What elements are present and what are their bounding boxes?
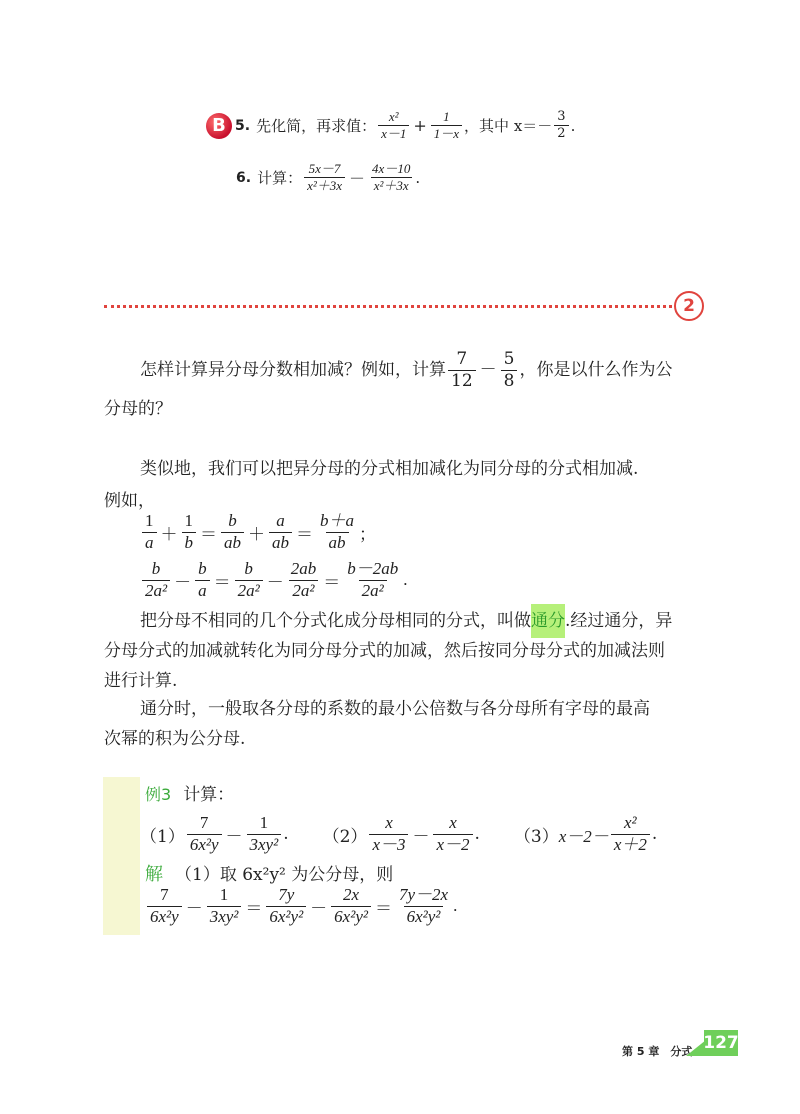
fraction: $\frac{1}{b}$: [182, 512, 197, 552]
paragraph-3-line3: 进行计算.: [104, 671, 178, 691]
paragraph-1-line2: 分母的？: [104, 399, 172, 419]
fraction: $\frac{b}{ab}$: [221, 512, 244, 552]
fraction: $\frac{a}{ab}$: [269, 512, 292, 552]
paragraph-4-line2: 次幂的积为公分母.: [104, 729, 246, 749]
term-tongfen: 通分: [531, 604, 565, 638]
fraction: $\frac{\text{x²}}{x+2}$: [611, 814, 650, 854]
fraction: $\frac{b}{\text{2a²}}$: [142, 560, 170, 600]
exercise-6: 6. 计算： $\frac{5x-7}{\text{x²＋3x}}$ － $\frac{4x-10}{\text{x²＋3x}}$ .: [236, 161, 421, 194]
exercise-5-text: 先化简，再求值：: [256, 117, 377, 136]
example-heading: [145, 778, 234, 812]
example-title: 计算：: [183, 785, 235, 805]
exercise-5-number: 5.: [235, 117, 251, 134]
fraction: $\frac{3}{2}$: [554, 110, 568, 142]
fraction: $\frac{7}{\text{6x²y}}$: [147, 886, 182, 926]
fraction: $\frac{b}{a}$: [195, 560, 210, 600]
fraction: $\frac{4x-10}{\text{x²＋3x}}$: [372, 161, 411, 194]
solution-intro: 解 （1）取 6x²y² 为公分母，则: [145, 858, 393, 892]
equation-1: $\frac{1}{a}$ ＋ $\frac{1}{b}$ ＝ $\frac{b}{ab}$ ＋ $\frac{a}{ab}$ ＝ $\frac{b+a}{ab}$ ；: [140, 512, 376, 552]
fraction: $\frac{b}{\text{2a²}}$: [235, 560, 263, 600]
paragraph-4-line1: 通分时，一般取各分母的系数的最小公倍数与各分母所有字母的最高: [140, 699, 650, 719]
exercise-5-condition: ，其中 x＝－: [464, 117, 553, 136]
example-sidebar-bar: [103, 777, 140, 935]
equation-2: $\frac{b}{\text{2a²}}$ － $\frac{b}{a}$ ＝ $\frac{b}{\text{2a²}}$ － $\frac{2ab}{\text{2a²}}$ ＝ $\frac{b-2ab}{\text{2a²}}$ .: [140, 560, 407, 600]
section-divider: [104, 305, 672, 308]
example-problems: （1） $\frac{7}{\text{6x²y}}$ － $\frac{1}{\text{3xy²}}$ . （2） $\frac{x}{x-3}$ － $\frac{x}{x-2}$ . （3） x－2－ $\frac{\text{x²}}{x+2}$ .: [140, 813, 658, 854]
fraction: $\frac{1}{a}$: [142, 512, 157, 552]
fraction: $\frac{\text{x²}}{x-1}$: [378, 110, 409, 142]
fraction: $\frac{b+a}{ab}$: [320, 511, 354, 552]
paragraph-3-line2: 分母分式的加减就转化为同分母分式的加减，然后按同分母分式的加减法则: [104, 641, 665, 661]
fraction: $\frac{b-2ab}{\text{2a²}}$: [347, 559, 399, 600]
fraction: $\frac{7}{\text{6x²y}}$: [187, 814, 222, 854]
paragraph-2-line1: 类似地，我们可以把异分母的分式相加减化为同分母的分式相加减.: [140, 459, 639, 479]
example-label: 例3: [145, 785, 172, 804]
fraction: $\frac{7y-2x}{\text{6x²y²}}$: [398, 885, 449, 926]
solution-equation: $\frac{7}{\text{6x²y}}$ － $\frac{1}{\text{3xy²}}$ ＝ $\frac{7y}{\text{6x²y²}}$ － $\frac{2x}{\text{6x²y²}}$ ＝ $\frac{7y-2x}{\text{6x²y²}}$ .: [145, 886, 457, 926]
fraction: $\frac{7y}{\text{6x²y²}}$: [266, 886, 306, 926]
chapter-footer: 第 5 章 分式: [622, 1045, 693, 1058]
fraction: $\frac{1}{1-x}$: [431, 110, 462, 142]
fraction: $\frac{x}{x-2}$: [433, 814, 472, 854]
fraction: $\frac{2x}{\text{6x²y²}}$: [331, 886, 371, 926]
fraction: $\frac{5}{8}$: [501, 350, 518, 390]
exercise-6-number: 6.: [236, 169, 252, 186]
exercise-5: B 5. 先化简，再求值： $\frac{\text{x²}}{x-1}$ + $\frac{1}{1-x}$ ，其中 x＝－ $\frac{3}{2}$ .: [206, 110, 575, 142]
paragraph-1-line1: 怎样计算异分母分数相加减？例如，计算 $\frac{7}{12}$ － $\frac{5}{8}$ ，你是以什么作为公: [140, 349, 673, 391]
fraction: $\frac{x}{x-3}$: [369, 814, 408, 854]
fraction: $\frac{7}{12}$: [448, 350, 476, 390]
solution-label: 解: [145, 864, 163, 885]
fraction: $\frac{1}{\text{3xy²}}$: [207, 886, 242, 926]
fraction: $\frac{2ab}{\text{2a²}}$: [290, 559, 317, 600]
paragraph-3-line1: 把分母不相同的几个分式化成分母相同的分式，叫做 通分 .经过通分，异: [140, 604, 672, 638]
exercise-6-text: 计算：: [257, 169, 303, 188]
fraction: $\frac{5x-7}{\text{x²＋3x}}$: [304, 162, 345, 194]
paragraph-2-line2: 例如，: [104, 491, 155, 511]
fraction: $\frac{1}{\text{3xy²}}$: [247, 814, 282, 854]
level-b-badge: B: [206, 113, 232, 139]
section-marker: 2: [674, 291, 704, 321]
page-number: 127: [704, 1030, 738, 1056]
